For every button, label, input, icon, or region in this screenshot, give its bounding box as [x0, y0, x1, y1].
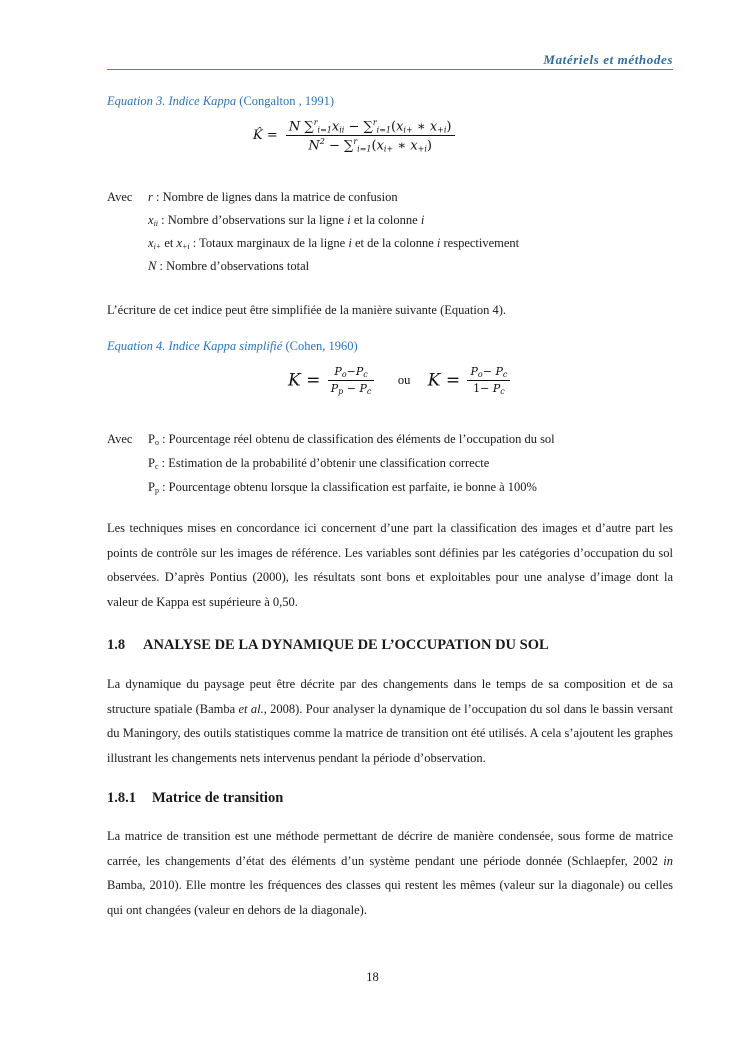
kappa-lhs: K̂ = [253, 128, 278, 144]
header-rule [107, 69, 673, 70]
running-header: Matériels et méthodes [543, 52, 673, 67]
definition-xii: $x_{ii}$ : Nombre d’observations sur la ligne i et la colonne i [148, 213, 425, 228]
kappa-simple-lhs-2: K = [427, 370, 461, 391]
definition-N: N : Nombre d’observations total [148, 259, 310, 273]
definition-Pc: $P_c$ : Estimation de la probabilité d’obtenir une classification correcte [148, 456, 490, 471]
paragraph-techniques: Les techniques mises en concordance ici concernent d’une part la classification des images et d’autre part les points de contrôle sur les images de référence. Les variables sont définies par les catégories d’occupation du sol observées. D’après Pontius (2000), les résultats sont bons et exploitables pour une analyse d’image dont la valeur de Kappa est supérieure à 0,50. [107, 521, 673, 610]
equation-4-label: Equation 4. Indice Kappa simplifié [107, 339, 283, 353]
definition-marginals: $x_{i+}$ et $x_{+i}$ : Totaux marginaux de la ligne i et de la colonne i respectivement [148, 236, 520, 251]
kappa-numerator: N $\sum^r_{i=1}x_{ii} - \sum^r_{i=1}(x_{i+}$ ∗ $x_{+i}$) [286, 118, 455, 136]
paragraph-dynamique: La dynamique du paysage peut être décrite par des changements dans le temps de sa composition et de sa structure spatiale (Bamba et al., 2008). Pour analyser la dynamique de l’occupation du sol dans le bassin versant du Maningory, des outils statistiques comme la matrice de transition ont été utilisés. A cela s’ajoutent les graphes illustrant les changements nets intervenus pendant la période d’observation. [107, 677, 673, 766]
page-number: 18 [366, 970, 379, 984]
kappa-simple-lhs-1: K = [288, 370, 321, 391]
equation-4-caption [107, 339, 358, 354]
ou-word: ou [397, 373, 411, 387]
avec-label-2: Avec [107, 432, 133, 446]
definition-Po: $P_o$ : Pourcentage réel obtenu de classification des éléments de l’occupation du sol [148, 432, 555, 447]
equation-3-label: Equation 3. Indice Kappa [107, 94, 237, 108]
kappa-simple-fraction-1: $\frac{P_o-P_c}{P_p - P_c}$ [328, 365, 375, 396]
equation-3-reference: (Congalton , 1991) [239, 94, 335, 108]
kappa-equation [253, 118, 455, 154]
equation-4-reference: (Cohen, 1960) [285, 339, 358, 353]
kappa-simple-fraction-2: $\frac{P_o- P_c}{1- P_c}$ [467, 365, 510, 396]
simplified-kappa-equation [288, 365, 510, 396]
avec-label-1: Avec [107, 190, 133, 204]
paragraph-simplification: L’écriture de cet indice peut être simplifiée de la manière suivante (Equation 4). [107, 303, 507, 317]
kappa-denominator: $N^2 - \sum^r_{i=1}(x_{i+}$ ∗ $x_{+i}$) [308, 137, 432, 154]
definition-r: r : Nombre de lignes dans la matrice de confusion [148, 190, 398, 204]
definition-Pp: $P_p$ : Pourcentage obtenu lorsque la classification est parfaite, ie bonne à 100% [148, 480, 537, 495]
kappa-fraction [286, 118, 455, 154]
section-heading-1-8: 1.8 ANALYSE DE LA DYNAMIQUE DE L’OCCUPATION DU SOL [107, 637, 549, 653]
subsection-heading-1-8-1: 1.8.1 Matrice de transition [107, 790, 284, 806]
paragraph-matrice: La matrice de transition est une méthode permettant de décrire de manière condensée, sous forme de matrice carrée, les changements d’état des éléments d’un système pendant une période donnée (Schlaepfer, 2002 in Bamba, 2010). Elle montre les fréquences des classes qui restent les mêmes (valeur sur la diagonale) ou celles qui ont changées (valeur en dehors de la diagonale). [107, 829, 673, 918]
equation-3-caption [107, 94, 334, 109]
